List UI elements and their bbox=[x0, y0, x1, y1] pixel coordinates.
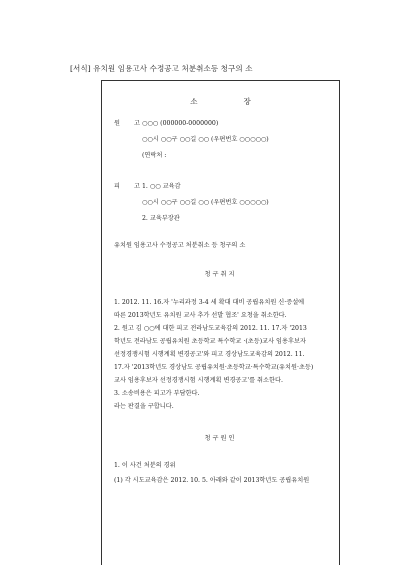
defendant-address: ○○시 ○○구 ○○길 ○○ (우편번호 ○○○○○) bbox=[142, 199, 269, 206]
claim-line: 2. 원고 김 ○○에 대한 피고 전라남도교육감의 2012. 11. 17.자 '2013 bbox=[114, 325, 307, 332]
plaintiff-name: ○○○ (000000-0000000) bbox=[142, 120, 219, 127]
claim-line: 라는 판결을 구합니다. bbox=[114, 403, 174, 410]
complaint-document bbox=[101, 80, 340, 565]
form-caption: [서식] 유치원 임용고사 수정공고 처분취소등 청구의 소 bbox=[70, 64, 253, 73]
plaintiff-contact: (연락처 : bbox=[142, 152, 167, 159]
reason-heading: 청구원인 bbox=[204, 435, 237, 442]
claim-heading: 청구취지 bbox=[204, 271, 237, 278]
reason-line: 1. 이 사건 처분의 경위 bbox=[114, 462, 176, 469]
claim-line: 따른 2013학년도 유치원 교사 추가 선발 협조' 요청을 취소한다. bbox=[114, 312, 287, 319]
claim-line: 학년도 전라남도 공립유치원 초등학교 특수학교 ·(초등)교사 임용후보자 bbox=[114, 338, 306, 345]
reason-line: (1) 각 시도교육감은 2012. 10. 5. 아래와 같이 2013학년도 공립유치원 bbox=[114, 477, 310, 484]
document-title: 소장 bbox=[190, 97, 297, 106]
defendant-label: 피 고 bbox=[114, 183, 146, 190]
plaintiff-address: ○○시 ○○구 ○○길 ○○ (우편번호 ○○○○○) bbox=[142, 136, 269, 143]
case-name: 유치원 임용고사 수정공고 처분취소 등 청구의 소 bbox=[114, 242, 246, 249]
claim-line: 17.자 '2013학년도 경상남도 공립유치원·초등학교·특수학교(유치원·초등) bbox=[114, 364, 314, 371]
plaintiff-label: 원 고 bbox=[114, 120, 146, 127]
claim-line: 교사 임용후보자 선정경쟁시험 시행계획 변경공고'를 취소한다. bbox=[114, 377, 283, 384]
claim-line: 3. 소송비용은 피고가 부담한다. bbox=[114, 390, 200, 397]
defendant-1: 1. ○○ 교육감 bbox=[142, 183, 181, 190]
claim-line: 선정경쟁시험 시행계획 변경공고'와 피고 경상남도교육감의 2012. 11. bbox=[114, 351, 305, 358]
claim-line: 1. 2012. 11. 16.자 '누리과정 3-4 세 확대 대비 공립유치원 신·증설에 bbox=[114, 299, 305, 306]
defendant-2: 2. 교육부장관 bbox=[142, 215, 180, 222]
